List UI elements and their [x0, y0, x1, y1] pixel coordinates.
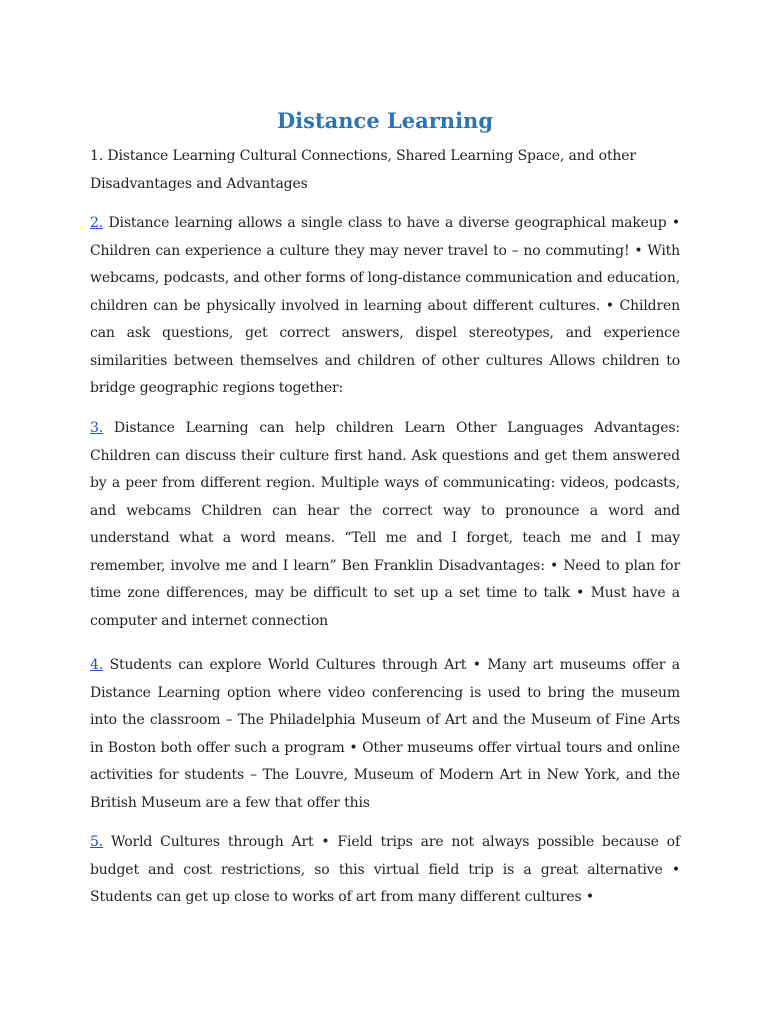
section-text: Students can explore World Cultures through Art • Many art museums offer a Distance Learning option where video conferencing is used to bring the museum into the classroom – The Philadelphia Museum of Art and the Museum of Fine Arts in Boston both offer such a program • Other museums offer virtual tours and online activities for students – The Louvre, Museum of Modern Art in New York, and the British Museum are a few that offer this: [90, 657, 680, 811]
section-text: Distance learning allows a single class to have a diverse geographical makeup • Children can experience a culture they may never travel to – no commuting! • With webcams, podcasts, and other forms of long-distance communication and education, children can be physically involved in learning about different cultures. • Children can ask questions, get correct answers, dispel stereotypes, and experience similarities between themselves and children of other cultures Allows children to bridge geographic regions together:: [90, 215, 680, 396]
section-3: [90, 415, 680, 635]
section-number-link[interactable]: 3.: [90, 420, 104, 436]
section-text: World Cultures through Art • Field trips are not always possible because of budget and cost restrictions, so this virtual field trip is a great alternative • Students can get up close to works of art from many different cultures •: [90, 834, 680, 905]
section-number-link[interactable]: 4.: [90, 657, 104, 673]
section-1: [90, 143, 680, 198]
section-text: Distance Learning Cultural Connections, Shared Learning Space, and other Disadvantages and Advantages: [90, 148, 636, 192]
section-2: [90, 210, 680, 403]
section-text: Distance Learning can help children Learn Other Languages Advantages: Children can discuss their culture first hand. Ask questions and get them answered by a peer from different region. Multiple ways of communicating: videos, podcasts, and webcams Children can hear the correct way to pronounce a word and understand what a word means. “Tell me and I forget, teach me and I may remember, involve me and I learn” Ben Franklin Disadvantages: • Need to plan for time zone differences, may be difficult to set up a set time to talk • Must have a computer and internet connection: [90, 420, 680, 629]
section-number: 1.: [90, 148, 104, 164]
document-title: Distance Learning: [276, 108, 494, 134]
section-5: [90, 829, 680, 912]
section-4: [90, 652, 680, 817]
section-number-link[interactable]: 5.: [90, 834, 104, 850]
section-number-link[interactable]: 2.: [90, 215, 104, 231]
